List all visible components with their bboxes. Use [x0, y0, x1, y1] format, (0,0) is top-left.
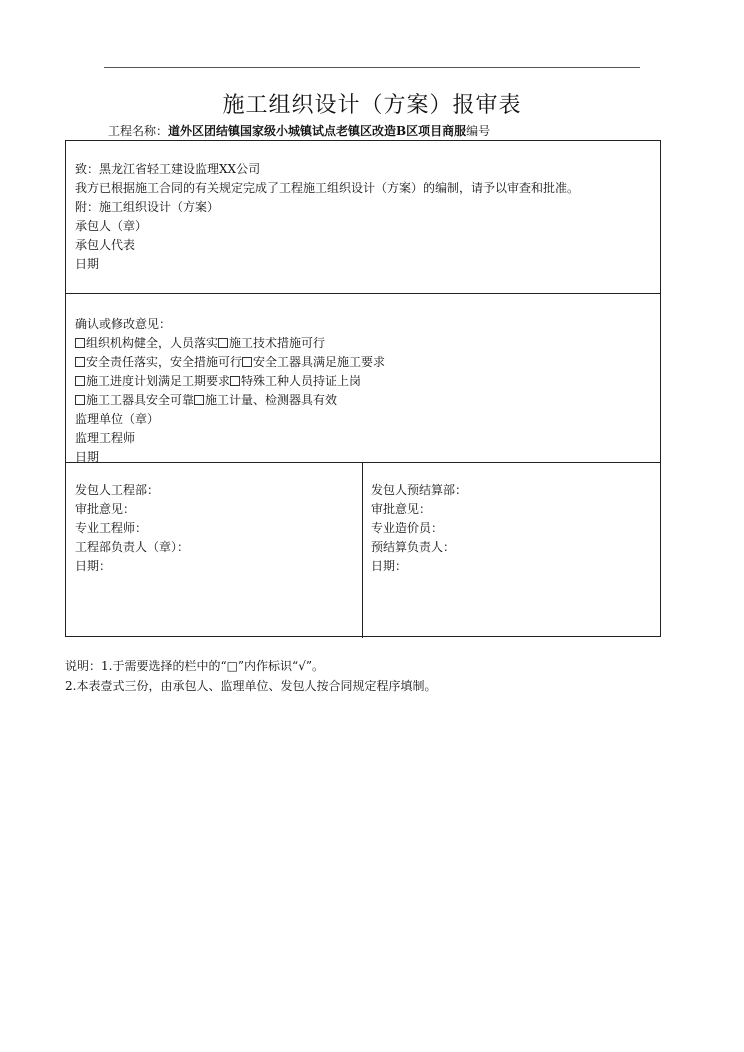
checkbox-label: 施工工器具安全可靠 — [86, 393, 195, 407]
checkbox-label: 安全责任落实，安全措施可行 — [86, 355, 243, 369]
budget-opinion-label: 审批意见： — [371, 502, 432, 516]
engineering-date-label: 日期： — [75, 559, 112, 573]
checkbox-label: 组织机构健全，人员落实 — [86, 336, 219, 350]
checkbox-label: 施工计量、检测器具有效 — [205, 393, 338, 407]
header-rule — [104, 67, 640, 68]
employer-approval-section — [66, 463, 660, 638]
project-name: 道外区团结镇国家级小城镇试点老镇区改造B区项目商服 — [168, 124, 467, 138]
form-title: 施工组织设计（方案）报审表 — [222, 93, 522, 118]
engineering-dept-cell — [66, 463, 363, 638]
budget-dept-cell — [363, 463, 662, 638]
checkbox[interactable] — [242, 357, 252, 367]
project-label: 工程名称： — [108, 124, 169, 138]
checkbox[interactable] — [75, 357, 85, 367]
supervisor-date-line: 日期 — [75, 450, 100, 464]
engineering-head-label: 工程部负责人（章）： — [75, 540, 190, 554]
checkbox[interactable] — [75, 395, 85, 405]
approval-form-table — [65, 140, 661, 637]
checklist-row — [75, 353, 385, 372]
contractor-rep-line: 承包人代表 — [75, 238, 136, 252]
project-number-label: 编号 — [466, 124, 491, 138]
checklist-row — [75, 391, 385, 410]
engineering-opinion-label: 审批意见： — [75, 502, 136, 516]
professional-engineer-label: 专业工程师： — [75, 521, 148, 535]
contractor-date-line: 日期 — [75, 257, 100, 271]
checkbox[interactable] — [75, 338, 85, 348]
cost-engineer-label: 专业造价员： — [371, 521, 444, 535]
checkbox-label: 施工进度计划满足工期要求 — [86, 374, 231, 388]
budget-date-label: 日期： — [371, 559, 408, 573]
submission-body: 我方已根据施工合同的有关规定完成了工程施工组织设计（方案）的编制，请予以审查和批准。 — [75, 181, 580, 195]
checkbox[interactable] — [75, 376, 85, 386]
contractor-submission-section — [66, 141, 660, 294]
supervisor-review-section — [66, 294, 660, 463]
checkbox[interactable] — [230, 376, 240, 386]
engineering-dept-label: 发包人工程部： — [75, 483, 160, 497]
attachment-line: 附：施工组织设计（方案） — [75, 200, 220, 214]
contractor-seal-line: 承包人（章） — [75, 219, 148, 233]
note-line-2: 2.本表壹式三份，由承包人、监理单位、发包人按合同规定程序填制。 — [65, 679, 437, 693]
checkbox[interactable] — [194, 395, 204, 405]
checklist-row — [75, 334, 385, 353]
note-line-1: 说明：1.于需要选择的栏中的“□”内作标识“√”。 — [65, 659, 324, 673]
supervisor-engineer-line: 监理工程师 — [75, 431, 136, 445]
supervisor-seal-line: 监理单位（章） — [75, 412, 160, 426]
checkbox-label: 特殊工种人员持证上岗 — [241, 374, 362, 388]
checkbox-label: 安全工器具满足施工要求 — [253, 355, 386, 369]
project-line — [108, 122, 490, 139]
checkbox[interactable] — [218, 338, 228, 348]
budget-head-label: 预结算负责人： — [371, 540, 456, 554]
checklist-row — [75, 372, 385, 391]
checkbox-label: 施工技术措施可行 — [229, 336, 326, 350]
review-heading: 确认或修改意见： — [75, 317, 172, 331]
addressee: 致：黑龙江省轻工建设监理XX公司 — [75, 162, 261, 176]
budget-dept-label: 发包人预结算部： — [371, 483, 468, 497]
form-notes — [65, 656, 436, 696]
